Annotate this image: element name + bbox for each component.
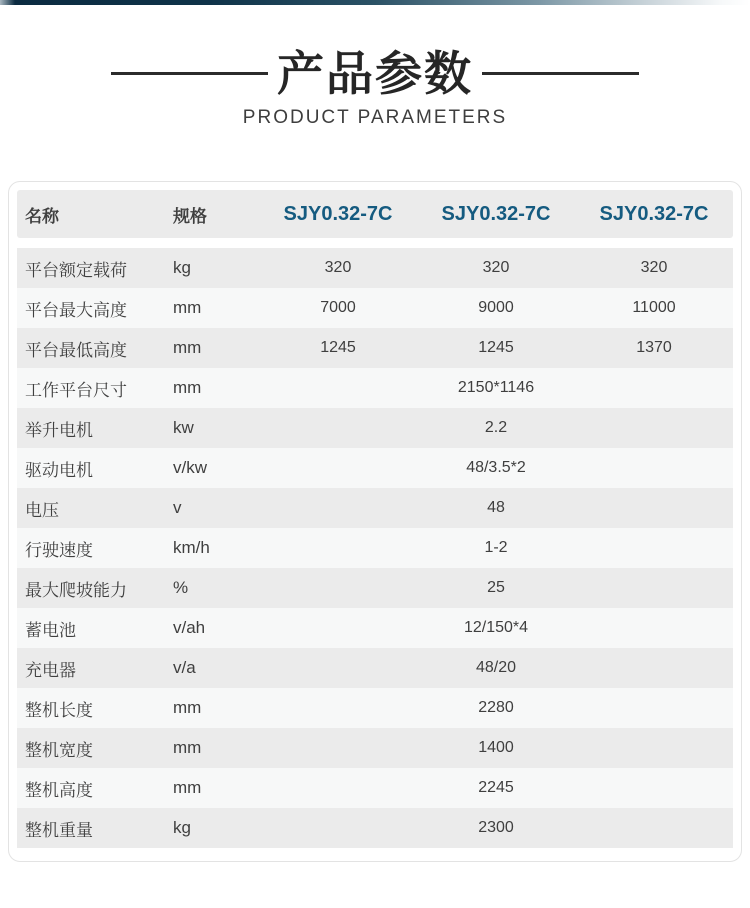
model-column-header: SJY0.32-7C: [599, 202, 709, 225]
spec-unit-cell: kw: [173, 418, 194, 438]
spec-unit-cell: %: [173, 578, 189, 598]
spec-unit-cell: mm: [173, 298, 202, 318]
spec-name-cell: 平台最大高度: [25, 300, 127, 320]
spec-unit-cell: v: [173, 498, 182, 518]
parameters-card: [8, 181, 742, 862]
spec-unit-cell: km/h: [173, 538, 210, 558]
spec-value-cell: 320: [482, 259, 510, 277]
spec-name-cell: 平台额定载荷: [25, 260, 127, 280]
spec-value-cell: 1370: [636, 339, 672, 357]
table-row: [17, 368, 733, 408]
model-column-header: SJY0.32-7C: [283, 202, 393, 225]
table-row: [17, 448, 733, 488]
title-line-left: [111, 72, 268, 75]
spec-value-cell: 2280: [478, 699, 514, 717]
table-row: [17, 248, 733, 288]
spec-unit-cell: v/kw: [173, 458, 207, 478]
spec-name-cell: 充电器: [25, 660, 76, 680]
section-title-row: [0, 49, 750, 98]
spec-column-header: 规格: [173, 206, 207, 226]
spec-value-cell: 320: [640, 259, 668, 277]
table-row: [17, 808, 733, 848]
table-row: [17, 608, 733, 648]
spec-value-cell: 25: [487, 579, 505, 597]
spec-name-cell: 整机高度: [25, 780, 93, 800]
spec-name-cell: 电压: [25, 500, 59, 520]
spec-unit-cell: mm: [173, 738, 202, 758]
spec-unit-cell: mm: [173, 338, 202, 358]
top-accent-bar: [0, 0, 750, 5]
spec-unit-cell: kg: [173, 258, 191, 278]
table-row: [17, 288, 733, 328]
table-row: [17, 408, 733, 448]
table-row: [17, 488, 733, 528]
spec-value-cell: 11000: [632, 299, 676, 317]
table-row: [17, 688, 733, 728]
spec-value-cell: 1400: [478, 739, 514, 757]
table-row: [17, 568, 733, 608]
spec-value-cell: 1245: [478, 339, 514, 357]
spec-unit-cell: v/a: [173, 658, 196, 678]
spec-unit-cell: kg: [173, 818, 191, 838]
table-row: [17, 528, 733, 568]
spec-name-cell: 整机宽度: [25, 740, 93, 760]
table-row: [17, 728, 733, 768]
spec-name-cell: 驱动电机: [25, 460, 93, 480]
spec-value-cell: 1-2: [484, 539, 508, 557]
spec-unit-cell: v/ah: [173, 618, 206, 638]
spec-unit-cell: mm: [173, 698, 202, 718]
spec-value-cell: 1245: [320, 339, 356, 357]
table-row: [17, 768, 733, 808]
spec-unit-cell: mm: [173, 378, 202, 398]
spec-value-cell: 2.2: [484, 419, 508, 437]
spec-value-cell: 2300: [478, 819, 514, 837]
spec-value-cell: 320: [324, 259, 352, 277]
table-row: [17, 648, 733, 688]
spec-name-cell: 平台最低高度: [25, 340, 127, 360]
spec-unit-cell: mm: [173, 778, 202, 798]
spec-value-cell: 12/150*4: [463, 619, 529, 637]
page-subtitle: PRODUCT PARAMETERS: [242, 107, 508, 129]
spec-value-cell: 48: [487, 499, 505, 517]
name-column-header: 名称: [25, 206, 59, 226]
spec-value-cell: 9000: [478, 299, 514, 317]
table-row: [17, 328, 733, 368]
spec-name-cell: 工作平台尺寸: [25, 380, 127, 400]
spec-value-cell: 7000: [320, 299, 356, 317]
table-header-row: [17, 190, 733, 238]
spec-value-cell: 2150*1146: [457, 379, 535, 397]
page-title: 产品参数: [277, 47, 473, 100]
spec-name-cell: 整机长度: [25, 700, 93, 720]
spec-value-cell: 48/20: [475, 659, 517, 677]
spec-value-cell: 48/3.5*2: [466, 459, 526, 477]
section-title: [0, 49, 750, 129]
spec-name-cell: 举升电机: [25, 420, 93, 440]
spec-name-cell: 行驶速度: [25, 540, 93, 560]
spec-name-cell: 整机重量: [25, 820, 93, 840]
spec-name-cell: 蓄电池: [25, 620, 76, 640]
title-line-right: [482, 72, 639, 75]
spec-value-cell: 2245: [478, 779, 514, 797]
table-body: [17, 248, 733, 848]
model-column-header: SJY0.32-7C: [441, 202, 551, 225]
spec-name-cell: 最大爬坡能力: [25, 580, 127, 600]
